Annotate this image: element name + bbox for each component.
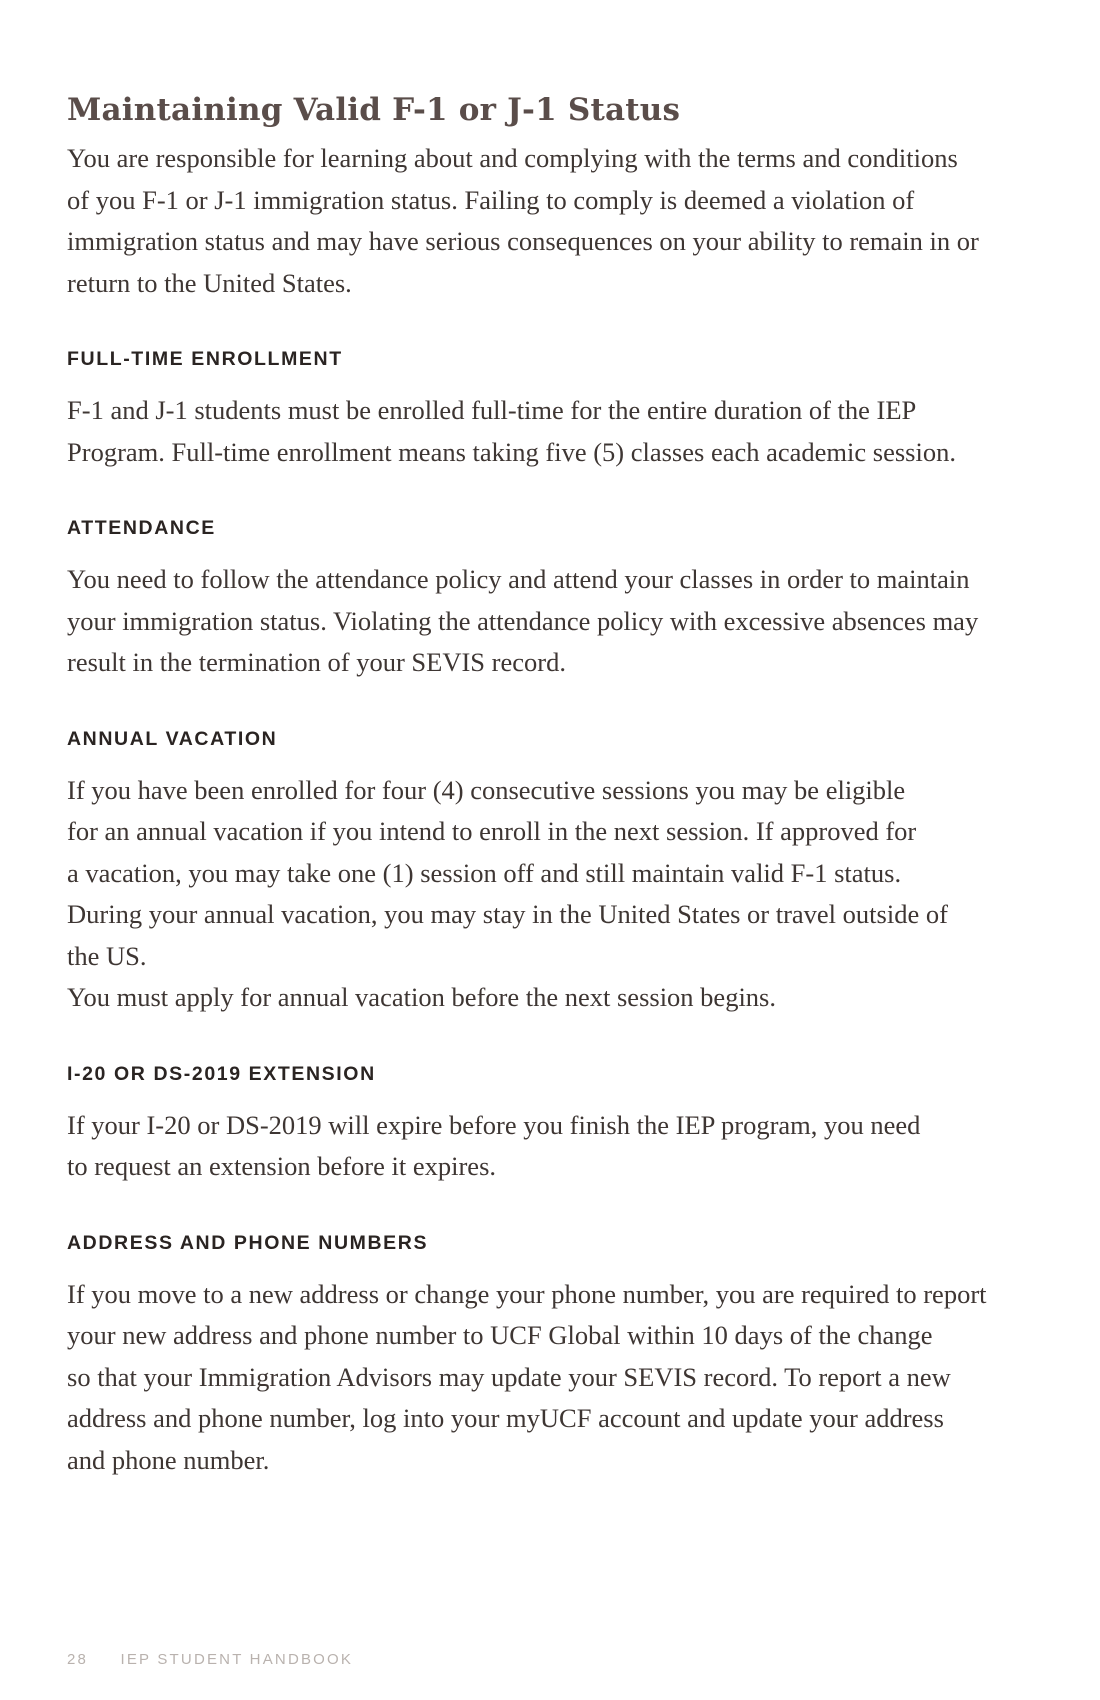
section-i20-ds2019-extension [67, 1063, 1047, 1188]
intro-paragraph: You are responsible for learning about and complying with the terms and conditions of you F-1 or J-1 immigration status. Failing to comply is deemed a violation of immigration status and may have serious consequences on your ability to remain in or return to the United States. [67, 143, 979, 298]
section-heading: ATTENDANCE [67, 517, 216, 539]
section-full-time-enrollment [67, 348, 1047, 473]
section-body: If your I-20 or DS-2019 will expire before you finish the IEP program, you need to request an extension before it expires. [67, 1109, 921, 1181]
section-heading: ANNUAL VACATION [67, 727, 278, 750]
section-body: You need to follow the attendance policy and attend your classes in order to maintain your immigration status. Violating the attendance policy with excessive absences may result in the termination of your SEVIS record. [67, 564, 979, 677]
section-body: If you have been enrolled for four (4) consecutive sessions you may be eligible for an annual vacation if you intend to enroll in the next session. If approved for a vacation, you may take one (1) session off and still maintain valid F-1 status. During your annual vacation, you may stay in the United States or travel outside of the US. You must apply for annual vacation before the next session begins. [67, 774, 948, 1012]
page-footer [67, 1651, 353, 1668]
section-heading: ADDRESS AND PHONE NUMBERS [67, 1231, 429, 1254]
section-attendance [67, 517, 1047, 684]
section-body: If you move to a new address or change your phone number, you are required to report your new address and phone number to UCF Global within 10 days of the change so that your Immigration Advisors may update your SEVIS record. To report a new address and phone number, log into your myUCF account and update your address and phone number. [67, 1278, 987, 1475]
page-content [67, 92, 1047, 1481]
page-number: 28 [67, 1651, 89, 1668]
section-body: F-1 and J-1 students must be enrolled full-time for the entire duration of the IEP Program. Full-time enrollment means taking five (5) classes each academic session. [67, 395, 956, 467]
section-annual-vacation [67, 728, 1047, 1019]
section-heading: I-20 OR DS-2019 EXTENSION [67, 1062, 376, 1085]
page-title: Maintaining Valid F-1 or J-1 Status [67, 92, 681, 128]
section-heading: FULL-TIME ENROLLMENT [67, 348, 343, 370]
running-title: IEP STUDENT HANDBOOK [120, 1651, 354, 1668]
section-address-and-phone [67, 1232, 1047, 1482]
